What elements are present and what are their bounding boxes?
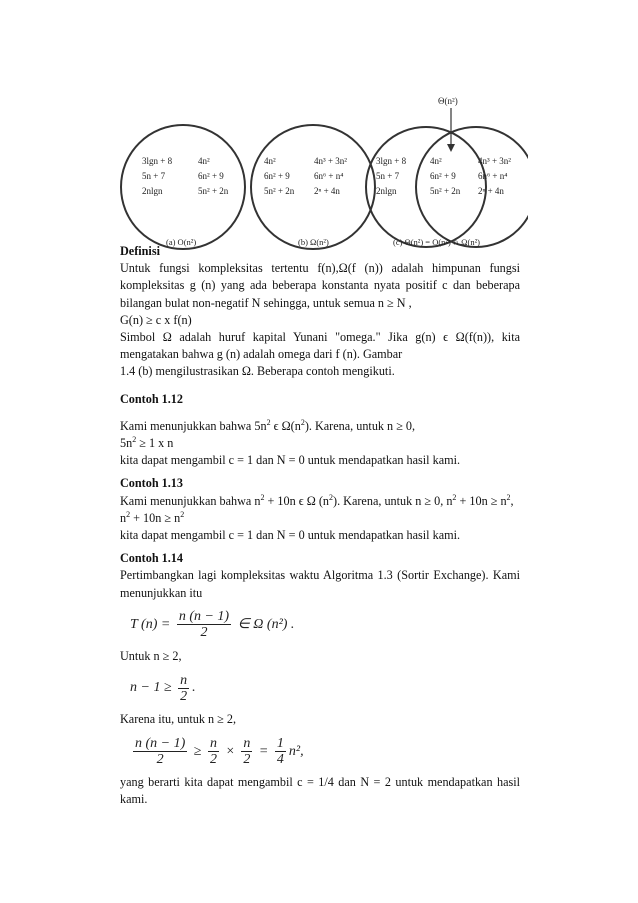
panel-a-left-1: 3lgn + 8 bbox=[142, 156, 173, 166]
panel-a-caption: (a) O(n²) bbox=[166, 237, 197, 247]
panel-c-right-2: 6n⁶ + n⁴ bbox=[478, 171, 508, 181]
panel-c-left-1: 3lgn + 8 bbox=[376, 156, 407, 166]
panel-c-caption: (c) Θ(n²) = O(n²) ∩ Ω(n²) bbox=[393, 237, 480, 247]
panel-b-caption: (b) Ω(n²) bbox=[298, 237, 329, 247]
theta-label: Θ(n²) bbox=[438, 96, 458, 106]
contoh-113-line-2: $n^2 + 10n \ge n^2$ bbox=[120, 509, 185, 525]
venn-figure bbox=[118, 92, 528, 252]
equation-3: $\frac{n (n - 1)}{2}$ ≥ $\frac{n}{2}$ × $\frac{n}{2}$ = $\frac{1}{4}$ n², bbox=[135, 735, 304, 767]
panel-a-right-3: 5n² + 2n bbox=[198, 186, 229, 196]
contoh-114-heading: Contoh 1.14 bbox=[120, 551, 183, 566]
contoh-114-line-3: Untuk n ≥ 2, bbox=[120, 648, 182, 663]
panel-a-right-1: 4n² bbox=[198, 156, 210, 166]
panel-a-left-2: 5n + 7 bbox=[142, 171, 166, 181]
contoh-114-line-5: yang berarti kita dapat mengambil c = 1/4 dan N = 2 untuk mendapatkan hasil bbox=[120, 775, 520, 790]
panel-c-mid-1: 4n² bbox=[430, 156, 442, 166]
contoh-114-line-6: kami. bbox=[120, 792, 148, 807]
equation-1: T (n) = $\frac{n (n - 1)}{2}$ ∈ Ω (n²) . bbox=[130, 609, 295, 641]
contoh-112-heading: Contoh 1.12 bbox=[120, 391, 183, 406]
contoh-114-line-4: Karena itu, untuk n ≥ 2, bbox=[120, 712, 237, 727]
panel-c-left-2: 5n + 7 bbox=[376, 171, 400, 181]
definisi-line-2: kompleksitas g (n) yang ada beberapa konstanta nyata positif c dan beberapa bbox=[120, 278, 520, 293]
document-body bbox=[120, 243, 520, 809]
definisi-line-5: Simbol Ω adalah huruf kapital Yunani "omega." Jika g(n) ϵ Ω(f(n)), kita bbox=[120, 330, 520, 345]
equation-2: n − 1 ≥ $\frac{n}{2}$ . bbox=[130, 672, 196, 704]
panel-b-left-3: 5n² + 2n bbox=[264, 186, 295, 196]
contoh-114-line-1: Pertimbangkan lagi kompleksitas waktu Algoritma 1.3 (Sortir Exchange). Kami bbox=[120, 568, 520, 583]
panel-b-left-2: 6n² + 9 bbox=[264, 171, 290, 181]
contoh-114-line-2: menunjukkan itu bbox=[120, 585, 203, 600]
theta-arrow-head bbox=[447, 144, 455, 152]
panel-b-right-1: 4n³ + 3n² bbox=[314, 156, 347, 166]
definisi-line-4: G(n) ≥ c x f(n) bbox=[120, 312, 192, 327]
panel-c-right-3: 2ⁿ + 4n bbox=[478, 186, 504, 196]
panel-c-mid-3: 5n² + 2n bbox=[430, 186, 461, 196]
venn-diagram-svg bbox=[118, 92, 528, 252]
definisi-line-7: 1.4 (b) mengilustrasikan Ω. Beberapa contoh mengikuti. bbox=[120, 364, 395, 379]
definisi-line-1: Untuk fungsi kompleksitas tertentu f(n),Ω(f (n)) adalah himpunan fungsi bbox=[120, 261, 520, 276]
contoh-113-line-1: Kami menunjukkan bahwa $n^2 + 10n$ ϵ Ω $(n^2)$. Karena, untuk n ≥ 0, $n^2 + 10n \ge n^2$, bbox=[120, 492, 514, 508]
panel-a-right-2: 6n² + 9 bbox=[198, 171, 224, 181]
panel-b-right-3: 2ⁿ + 4n bbox=[314, 186, 340, 196]
contoh-112-line-3: kita dapat mengambil c = 1 dan N = 0 untuk mendapatkan hasil kami. bbox=[120, 453, 461, 468]
contoh-113-heading: Contoh 1.13 bbox=[120, 476, 183, 491]
panel-b-left-1: 4n² bbox=[264, 156, 276, 166]
definisi-line-3: bilangan bulat non-negatif N sehingga, untuk semua n ≥ N , bbox=[120, 295, 412, 310]
panel-b-right-2: 6n⁶ + n⁴ bbox=[314, 171, 344, 181]
panel-c-right-1: 4n³ + 3n² bbox=[478, 156, 511, 166]
contoh-113-line-3: kita dapat mengambil c = 1 dan N = 0 untuk mendapatkan hasil kami. bbox=[120, 528, 461, 543]
panel-c-mid-2: 6n² + 9 bbox=[430, 171, 456, 181]
panel-c-left-3: 2nlgn bbox=[376, 186, 397, 196]
definisi-heading: Definisi bbox=[120, 244, 160, 258]
contoh-112-line-1: Kami menunjukkan bahwa $5n^2$ ϵ $\Omega(n^2)$. Karena, untuk n ≥ 0, bbox=[120, 417, 416, 433]
definisi-line-6: mengatakan bahwa g (n) adalah omega dari f (n). Gambar bbox=[120, 347, 403, 362]
contoh-112-line-2: $5n^2 \ge 1$ x n bbox=[120, 434, 174, 451]
panel-a-left-3: 2nlgn bbox=[142, 186, 163, 196]
